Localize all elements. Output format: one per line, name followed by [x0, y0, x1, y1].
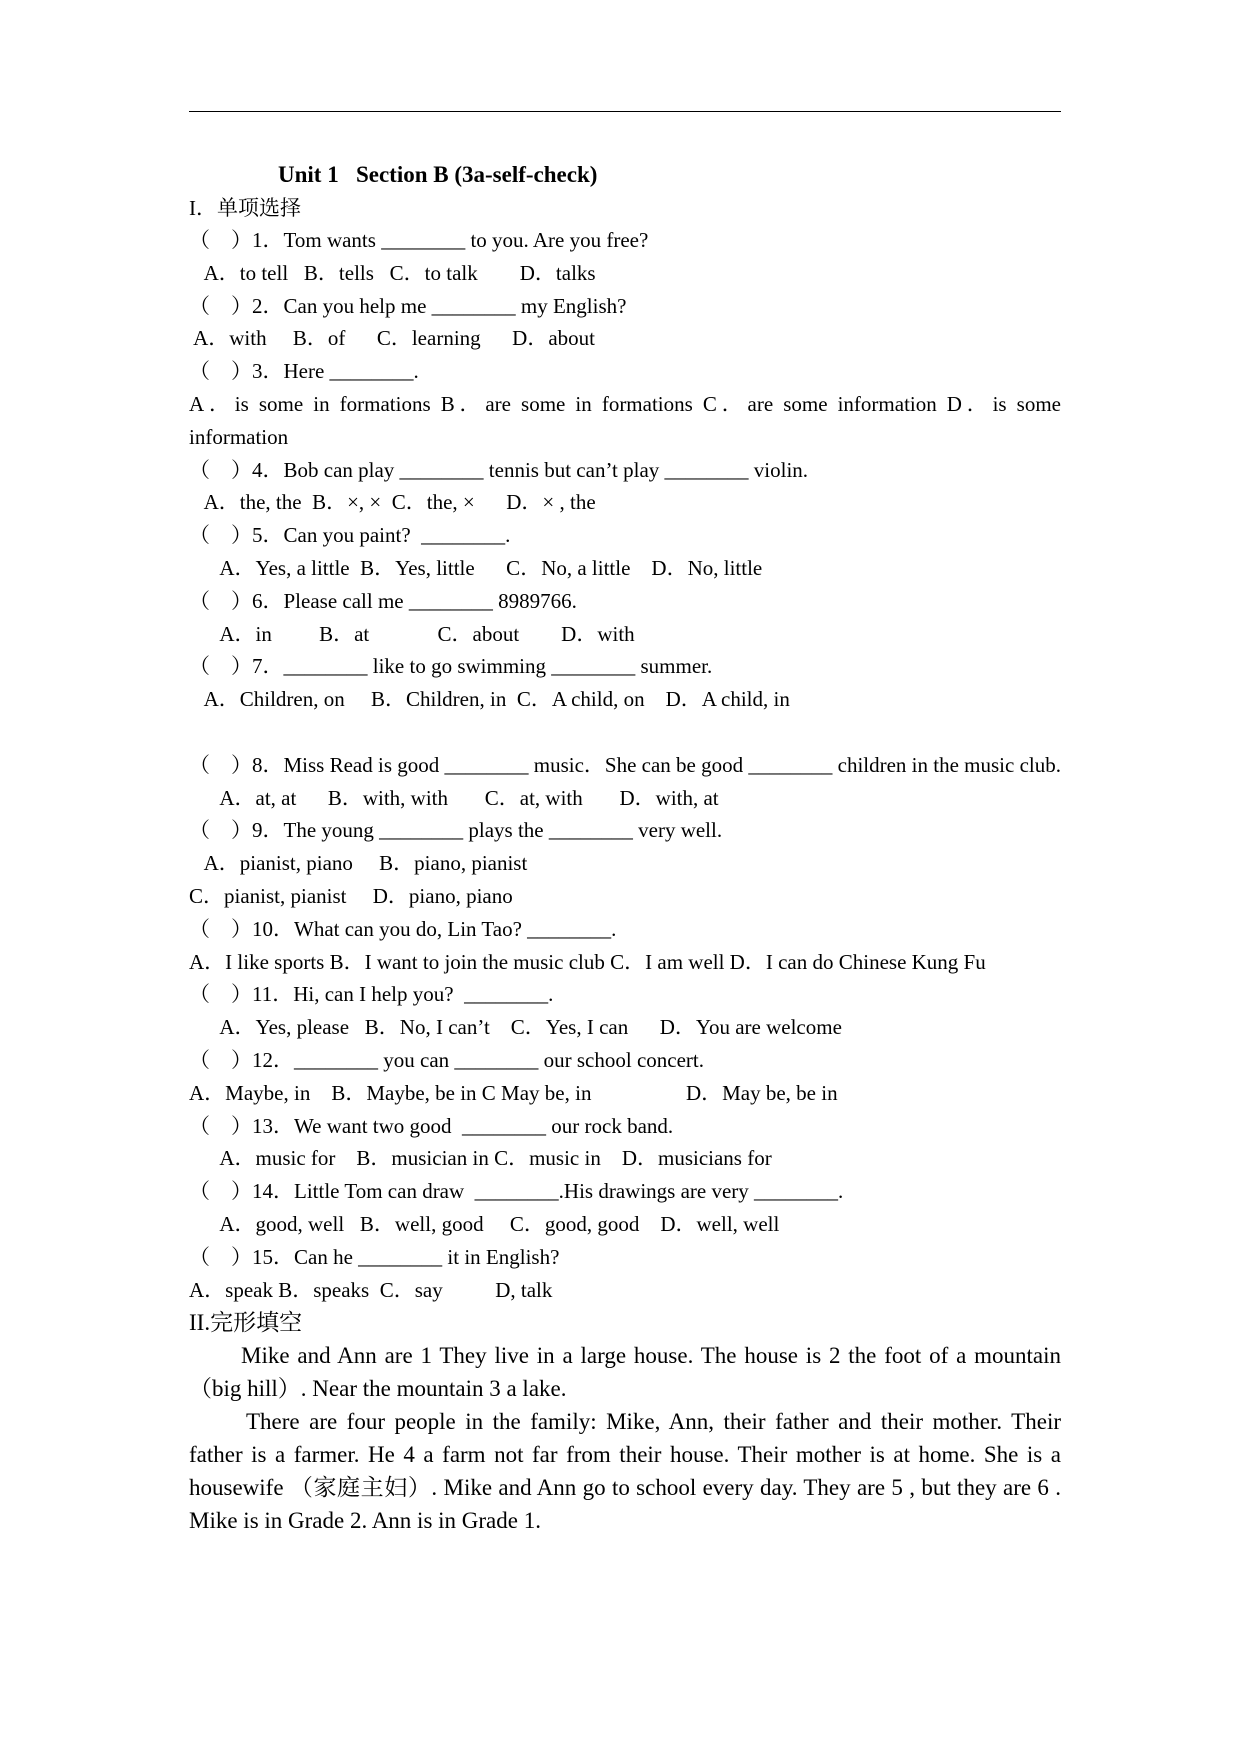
question-14: （ ）14．Little Tom can draw ________.His drawings are very ________.	[189, 1179, 844, 1204]
cloze-paragraph-1: Mike and Ann are 1 They live in a large house. The house is 2 the foot of a mountain （big hill）. Near the mountain 3 a lake.	[189, 1343, 1061, 1402]
question-12: （ ）12．________ you can ________ our school concert.	[189, 1047, 705, 1072]
question-3: （ ）3．Here ________.	[189, 359, 419, 384]
question-3-options: A．is some in formations B．are some in formations C．are some information D．is some information	[189, 391, 1061, 449]
question-8-options: A．at, at B．with, with C．at, with D．with, at	[189, 785, 719, 810]
question-2-options: A．with B．of C．learning D．about	[189, 326, 595, 351]
blank-line	[189, 716, 1061, 749]
question-9-options-c-d: C．pianist, pianist D．piano, piano	[189, 883, 513, 908]
question-6: （ ）6．Please call me ________ 8989766.	[189, 588, 577, 613]
question-2: （ ）2．Can you help me ________ my English?	[189, 293, 627, 318]
question-7: （ ）7．________ like to go swimming ________ summer.	[189, 654, 713, 679]
worksheet	[189, 158, 1061, 1537]
question-4: （ ）4．Bob can play ________ tennis but can’t play ________ violin.	[189, 457, 809, 482]
header-rule	[189, 111, 1061, 112]
question-13: （ ）13．We want two good ________ our rock band.	[189, 1113, 674, 1138]
section-2-heading: II.完形填空	[189, 1310, 303, 1336]
question-15: （ ）15．Can he ________ it in English?	[189, 1244, 560, 1269]
question-1: （ ）1．Tom wants ________ to you. Are you free?	[189, 228, 649, 252]
question-15-options: A．speak B．speaks C．say D, talk	[189, 1277, 553, 1302]
question-11: （ ）11．Hi, can I help you? ________.	[189, 982, 554, 1007]
question-10-options: A．I like sports B．I want to join the music club C．I am well D．I can do Chinese Kung Fu	[189, 949, 986, 974]
worksheet-title: Unit 1 Section B (3a-self-check)	[278, 162, 598, 187]
question-11-options: A．Yes, please B．No, I can’t C．Yes, I can D．You are welcome	[189, 1015, 842, 1040]
question-14-options: A．good, well B．well, good C．good, good D．well, well	[189, 1211, 780, 1236]
question-9: （ ）9．The young ________ plays the ________ very well.	[189, 818, 723, 843]
question-5: （ ）5．Can you paint? ________.	[189, 523, 511, 548]
section-1-heading: I．单项选择	[189, 196, 301, 220]
question-4-options: A．the, the B．×, × C．the, × D．× , the	[189, 490, 596, 515]
question-9-options-a-b: A．pianist, piano B．piano, pianist	[189, 851, 528, 876]
question-8: （ ）8．Miss Read is good ________ music．She can be good ________ children in the music club.	[189, 752, 1061, 777]
question-10: （ ）10．What can you do, Lin Tao? ________.	[189, 916, 617, 941]
cloze-paragraph-2: There are four people in the family: Mike, Ann, their father and their mother. Their father is a farmer. He 4 a farm not far from their house. Their mother is at home. She is a housewife （家庭主妇）. Mike and Ann go to school every day. They are 5 , but they are 6 . Mike is in Grade 2. Ann is in Grade 1.	[189, 1409, 1061, 1534]
question-5-options: A．Yes, a little B．Yes, little C．No, a little D．No, little	[189, 555, 763, 580]
question-13-options: A．music for B．musician in C．music in D．musicians for	[189, 1146, 772, 1171]
question-7-options: A．Children, on B．Children, in C．A child, on D．A child, in	[189, 687, 790, 712]
question-1-options: A．to tell B．tells C．to talk D．talks	[189, 260, 596, 285]
question-12-options: A．Maybe, in B．Maybe, be in C May be, in D．May be, be in	[189, 1080, 838, 1105]
question-6-options: A．in B．at C．about D．with	[189, 621, 635, 646]
